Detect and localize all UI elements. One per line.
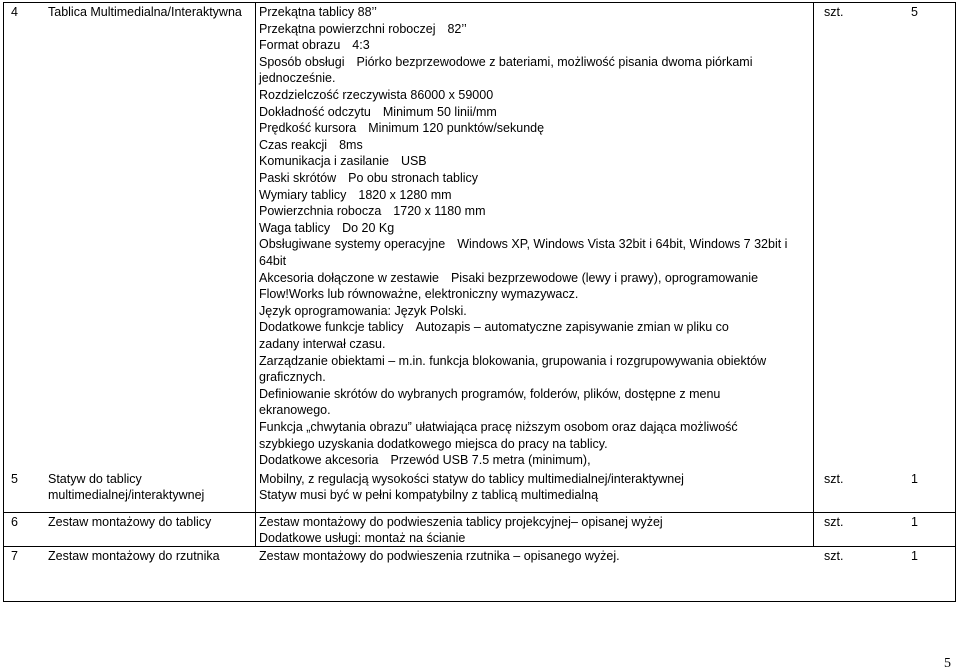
item-name: multimedialnej/interaktywnej xyxy=(48,488,205,502)
spec-label: jednocześnie. xyxy=(259,71,336,86)
spec-value: 1720 x 1180 mm xyxy=(393,204,486,219)
spec-label: Przekątna tablicy 88’’ xyxy=(259,5,377,19)
quantity: 5 xyxy=(911,5,918,19)
spec-line xyxy=(259,303,467,319)
spec-line xyxy=(259,286,578,302)
spec-line xyxy=(259,402,331,418)
spec-line xyxy=(259,336,385,352)
spec-value: 82’’ xyxy=(447,21,467,36)
spec-label: Rozdzielczość rzeczywista 86000 x 59000 xyxy=(259,88,494,102)
spec-label: Powierzchnia robocza xyxy=(259,204,382,219)
spec-line xyxy=(259,170,478,186)
spec-line xyxy=(259,353,766,369)
spec-label: Waga tablicy xyxy=(259,220,331,235)
spec-label: Akcesoria dołączone w zestawie xyxy=(259,270,439,285)
row-number: 5 xyxy=(11,472,18,486)
spec-value: USB xyxy=(400,154,427,169)
spec-label: Czas reakcji xyxy=(259,137,328,152)
row-number: 7 xyxy=(11,549,18,563)
spec-label: Dokładność odczytu xyxy=(259,104,371,119)
spec-line xyxy=(259,236,787,252)
spec-line xyxy=(259,253,286,269)
spec-line xyxy=(259,530,465,546)
spec-label: Prędkość kursora xyxy=(259,121,357,136)
spec-label: Przekątna powierzchni roboczej xyxy=(259,21,436,36)
spec-line xyxy=(259,471,684,487)
spec-line xyxy=(259,120,544,136)
spec-value: Pisaki bezprzewodowe (lewy i prawy), oprogramowanie xyxy=(450,270,759,285)
spec-line xyxy=(259,419,738,435)
spec-line xyxy=(259,137,363,153)
spec-value: Do 20 Kg xyxy=(342,220,395,235)
spec-line xyxy=(259,514,663,530)
spec-line xyxy=(259,487,598,503)
unit: szt. xyxy=(824,5,844,19)
table-left-border xyxy=(3,2,4,602)
quantity: 1 xyxy=(911,472,918,486)
spec-line xyxy=(259,386,720,402)
spec-value: Przewód USB 7.5 metra (minimum), xyxy=(390,453,591,468)
spec-label: Zestaw montażowy do podwieszenia tablicy projekcyjnej– opisanej wyżej xyxy=(259,515,663,529)
spec-value: Piórko bezprzewodowe z bateriami, możliwość pisania dwoma piórkami xyxy=(356,54,753,69)
spec-line xyxy=(259,54,752,70)
spec-line xyxy=(259,70,335,86)
spec-line xyxy=(259,548,620,564)
unit: szt. xyxy=(824,472,844,486)
column-divider xyxy=(813,2,814,547)
spec-label: Funkcja „chwytania obrazu” ułatwiająca pracę niższym osobom oraz dająca możliwość xyxy=(259,420,738,434)
spec-label: Zestaw montażowy do podwieszenia rzutnika – opisanego wyżej. xyxy=(259,549,620,563)
spec-label: Sposób obsługi xyxy=(259,54,345,69)
column-divider xyxy=(255,2,256,547)
spec-line xyxy=(259,153,427,169)
spec-line xyxy=(259,37,370,53)
spec-line xyxy=(259,436,608,452)
spec-label: graficznych. xyxy=(259,370,326,385)
spec-value: Autozapis – automatyczne zapisywanie zmian w pliku co xyxy=(415,320,729,335)
spec-line xyxy=(259,220,394,236)
spec-label: Zarządzanie obiektami – m.in. funkcja blokowania, grupowania i rozgrupowywania obiektów xyxy=(259,353,767,368)
spec-line xyxy=(259,187,452,203)
spec-line xyxy=(259,203,485,219)
spec-line xyxy=(259,87,493,103)
spec-label: Definiowanie skrótów do wybranych programów, folderów, plików, dostępne z menu xyxy=(259,386,721,401)
item-name: Tablica Multimedialna/Interaktywna xyxy=(48,5,242,19)
spec-label: Format obrazu xyxy=(259,38,341,53)
spec-line xyxy=(259,4,377,20)
spec-label: Statyw musi być w pełni kompatybilny z tablicą multimedialną xyxy=(259,488,599,502)
table-right-border xyxy=(955,2,956,602)
spec-value: Po obu stronach tablicy xyxy=(348,171,479,185)
quantity: 1 xyxy=(911,549,918,563)
item-name: Zestaw montażowy do rzutnika xyxy=(48,549,220,563)
spec-value: Windows XP, Windows Vista 32bit i 64bit, Windows 7 32bit i xyxy=(457,237,788,252)
spec-value: 4:3 xyxy=(352,38,370,53)
page-number: 5 xyxy=(944,656,951,671)
row-number: 6 xyxy=(11,515,18,529)
item-name: Statyw do tablicy xyxy=(48,472,142,486)
spec-label: Dodatkowe funkcje tablicy xyxy=(259,320,404,335)
spec-label: Dodatkowe akcesoria xyxy=(259,453,379,468)
spec-label: ekranowego. xyxy=(259,403,331,418)
spec-line xyxy=(259,452,591,468)
spec-line xyxy=(259,104,497,120)
unit: szt. xyxy=(824,515,844,529)
quantity: 1 xyxy=(911,515,918,529)
spec-label: Język oprogramowania: Język Polski. xyxy=(259,303,467,318)
table-bottom-border xyxy=(3,601,956,602)
spec-label: Dodatkowe usługi: montaż na ścianie xyxy=(259,531,466,545)
spec-label: Wymiary tablicy xyxy=(259,187,347,202)
spec-label: zadany interwał czasu. xyxy=(259,337,386,351)
spec-line xyxy=(259,270,758,286)
spec-label: 64bit xyxy=(259,254,287,268)
item-name: Zestaw montażowy do tablicy xyxy=(48,515,212,529)
spec-line xyxy=(259,319,729,335)
spec-label: Mobilny, z regulacją wysokości statyw do tablicy multimedialnej/interaktywnej xyxy=(259,472,684,486)
spec-line xyxy=(259,21,467,37)
spec-value: Minimum 50 linii/mm xyxy=(382,104,497,119)
spec-value: 8ms xyxy=(339,137,363,152)
spec-line xyxy=(259,369,326,385)
spec-label: Flow!Works lub równoważne, elektroniczny wymazywacz. xyxy=(259,287,579,302)
unit: szt. xyxy=(824,549,844,563)
spec-value: Minimum 120 punktów/sekundę xyxy=(368,121,545,136)
spec-label: Komunikacja i zasilanie xyxy=(259,154,389,169)
spec-label: Obsługiwane systemy operacyjne xyxy=(259,237,446,252)
spec-value: 1820 x 1280 mm xyxy=(358,187,452,202)
spec-label: Paski skrótów xyxy=(259,171,337,185)
spec-label: szybkiego uzyskania dodatkowego miejsca do pracy na tablicy. xyxy=(259,436,608,451)
row-number: 4 xyxy=(11,5,18,19)
